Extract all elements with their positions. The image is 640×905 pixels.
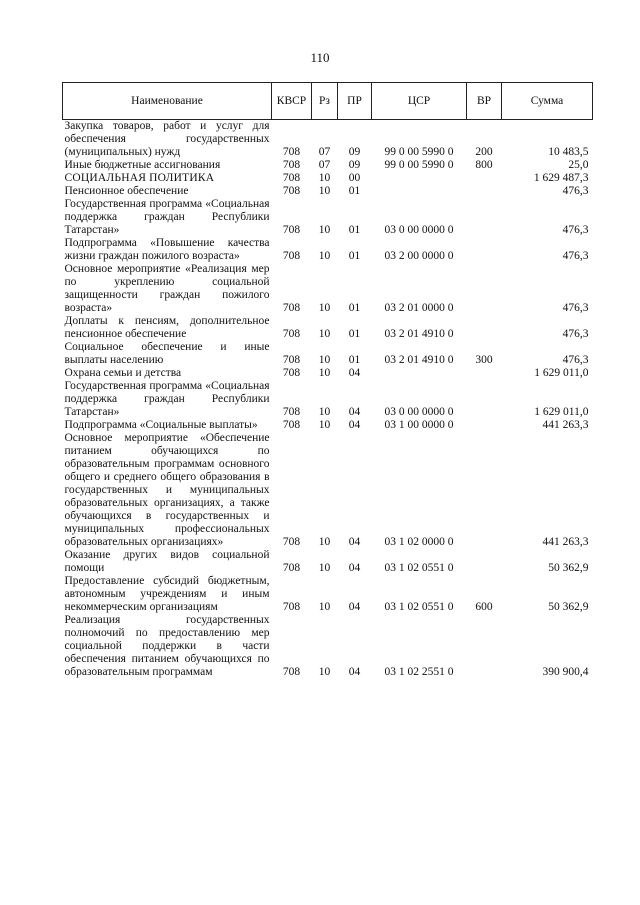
cell-kvsr: 708 (282, 406, 301, 418)
cell-vr (467, 419, 502, 432)
header-name: Наименование (63, 83, 272, 120)
cell-kvsr: 708 (282, 666, 301, 678)
cell-kvsr: 708 (282, 354, 301, 366)
cell-sum: 10 483,5 (548, 146, 589, 158)
cell-kvsr: 708 (282, 562, 301, 574)
table-row (63, 341, 593, 367)
cell-name: СОЦИАЛЬНАЯ ПОЛИТИКА (64, 172, 215, 184)
cell-sum: 476,3 (562, 328, 589, 340)
cell-csr (372, 185, 467, 198)
cell-sum: 476,3 (562, 185, 589, 197)
cell-rz: 10 (318, 185, 331, 197)
cell-vr (467, 263, 502, 315)
cell-name: Пенсионное обеспечение (64, 185, 189, 197)
cell-csr: 03 1 02 2551 0 (384, 666, 454, 678)
cell-rz: 10 (318, 250, 331, 262)
cell-pr: 00 (348, 172, 361, 184)
cell-name: Государственная программа «Социальная поддержка граждан Республики Татарстан» (64, 380, 270, 418)
cell-sum: 1 629 487,3 (533, 172, 589, 184)
cell-name: Доплаты к пенсиям, дополнительное пенсионное обеспечение (64, 315, 270, 340)
header-kvsr: КВСР (272, 83, 312, 120)
cell-name: Предоставление субсидий бюджетным, автономным учреждениям и иным некоммерческим организациям (64, 575, 270, 613)
cell-name: Социальное обеспечение и иные выплаты населению (64, 341, 270, 366)
cell-name: Охрана семьи и детства (64, 367, 182, 379)
cell-csr: 03 1 00 0000 0 (384, 419, 454, 431)
cell-pr: 01 (348, 328, 361, 340)
budget-table (62, 82, 593, 679)
cell-vr (467, 432, 502, 549)
cell-pr: 01 (348, 250, 361, 262)
table-row (63, 614, 593, 679)
cell-pr: 04 (348, 367, 361, 379)
cell-kvsr: 708 (282, 224, 301, 236)
cell-csr: 03 2 01 0000 0 (384, 302, 454, 314)
cell-vr (467, 315, 502, 341)
cell-vr (467, 172, 502, 185)
cell-vr: 300 (475, 354, 493, 366)
table-row (63, 432, 593, 549)
cell-pr: 04 (348, 419, 361, 431)
table-body (63, 120, 593, 680)
cell-name: Реализация государственных полномочий по предоставлению мер социальной поддержки в части обеспечения питанием обучающихся по образовательным программам (64, 614, 270, 678)
cell-rz: 10 (318, 224, 331, 236)
cell-vr: 800 (475, 159, 493, 171)
cell-csr: 03 2 00 0000 0 (384, 250, 454, 262)
cell-rz: 10 (318, 536, 331, 548)
cell-vr (467, 380, 502, 419)
cell-kvsr: 708 (282, 146, 301, 158)
cell-rz: 10 (318, 172, 331, 184)
cell-name: Основное мероприятие «Обеспечение питанием обучающихся по образовательным программам основного общего и среднего общего образования в государственных и муниципальных образовательных организациях, а также обучающихся в государственных и муниципальных профессиональных образовательных организациях» (64, 432, 270, 548)
table-header-row (63, 83, 593, 120)
cell-csr: 03 0 00 0000 0 (384, 224, 454, 236)
cell-vr: 600 (475, 601, 493, 613)
cell-kvsr: 708 (282, 172, 301, 184)
cell-vr (467, 614, 502, 679)
cell-name: Оказание других видов социальной помощи (64, 549, 270, 574)
cell-pr: 01 (348, 354, 361, 366)
cell-pr: 04 (348, 406, 361, 418)
cell-kvsr: 708 (282, 419, 301, 431)
header-sum: Сумма (502, 83, 593, 120)
cell-csr (372, 172, 467, 185)
cell-kvsr: 708 (282, 250, 301, 262)
cell-rz: 10 (318, 601, 331, 613)
cell-pr: 04 (348, 601, 361, 613)
cell-name: Подпрограмма «Социальные выплаты» (64, 419, 258, 431)
cell-sum: 390 900,4 (542, 666, 589, 678)
cell-rz: 10 (318, 367, 331, 379)
cell-csr: 99 0 00 5990 0 (384, 146, 454, 158)
cell-vr (467, 549, 502, 575)
cell-pr: 04 (348, 562, 361, 574)
cell-sum: 1 629 011,0 (534, 367, 589, 379)
table-row (63, 172, 593, 185)
cell-name: Государственная программа «Социальная поддержка граждан Республики Татарстан» (64, 198, 270, 236)
cell-rz: 10 (318, 302, 331, 314)
cell-rz: 10 (318, 354, 331, 366)
cell-rz: 10 (318, 666, 331, 678)
cell-pr: 09 (348, 146, 361, 158)
cell-csr: 03 0 00 0000 0 (384, 406, 454, 418)
cell-name: Закупка товаров, работ и услуг для обеспечения государственных (муниципальных) нужд (64, 120, 270, 158)
cell-vr (467, 367, 502, 380)
table-row (63, 380, 593, 419)
cell-pr: 04 (348, 666, 361, 678)
header-vr: ВР (467, 83, 502, 120)
cell-rz: 07 (318, 146, 331, 158)
cell-csr: 03 1 02 0000 0 (384, 536, 454, 548)
cell-sum: 476,3 (562, 354, 589, 366)
table-row (63, 549, 593, 575)
cell-sum: 25,0 (568, 159, 589, 171)
cell-kvsr: 708 (282, 302, 301, 314)
header-pr: ПР (338, 83, 372, 120)
cell-sum: 476,3 (562, 302, 589, 314)
cell-csr (372, 367, 467, 380)
table-row (63, 575, 593, 614)
table-row (63, 159, 593, 172)
cell-pr: 01 (348, 185, 361, 197)
cell-kvsr: 708 (282, 328, 301, 340)
cell-sum: 50 362,9 (548, 562, 589, 574)
cell-csr: 99 0 00 5990 0 (384, 159, 454, 171)
table-row (63, 185, 593, 198)
cell-sum: 50 362,9 (548, 601, 589, 613)
cell-rz: 10 (318, 419, 331, 431)
cell-pr: 01 (348, 302, 361, 314)
cell-rz: 10 (318, 406, 331, 418)
cell-sum: 441 263,3 (542, 536, 589, 548)
cell-vr: 200 (475, 146, 493, 158)
cell-sum: 476,3 (562, 250, 589, 262)
budget-table-container (62, 82, 592, 679)
cell-name: Иные бюджетные ассигнования (64, 159, 221, 171)
cell-csr: 03 2 01 4910 0 (384, 328, 454, 340)
cell-sum: 476,3 (562, 224, 589, 236)
cell-rz: 10 (318, 328, 331, 340)
cell-kvsr: 708 (282, 185, 301, 197)
cell-name: Подпрограмма «Повышение качества жизни граждан пожилого возраста» (64, 237, 270, 262)
cell-kvsr: 708 (282, 367, 301, 379)
cell-vr (467, 237, 502, 263)
cell-csr: 03 1 02 0551 0 (384, 562, 454, 574)
table-row (63, 315, 593, 341)
cell-pr: 01 (348, 224, 361, 236)
cell-pr: 04 (348, 536, 361, 548)
cell-rz: 10 (318, 562, 331, 574)
cell-sum: 1 629 011,0 (534, 406, 589, 418)
cell-kvsr: 708 (282, 159, 301, 171)
cell-vr (467, 198, 502, 237)
page-number: 110 (310, 50, 330, 65)
cell-kvsr: 708 (282, 536, 301, 548)
cell-rz: 07 (318, 159, 331, 171)
cell-name: Основное мероприятие «Реализация мер по укреплению социальной защищенности граждан пожилого возраста» (64, 263, 270, 314)
header-rz: Рз (312, 83, 338, 120)
table-row (63, 237, 593, 263)
cell-kvsr: 708 (282, 601, 301, 613)
table-row (63, 120, 593, 160)
table-row (63, 419, 593, 432)
cell-vr (467, 185, 502, 198)
table-row (63, 198, 593, 237)
cell-csr: 03 1 02 0551 0 (384, 601, 454, 613)
cell-csr: 03 2 01 4910 0 (384, 354, 454, 366)
table-row (63, 263, 593, 315)
table-row (63, 367, 593, 380)
header-csr: ЦСР (372, 83, 467, 120)
cell-sum: 441 263,3 (542, 419, 589, 431)
cell-pr: 09 (348, 159, 361, 171)
